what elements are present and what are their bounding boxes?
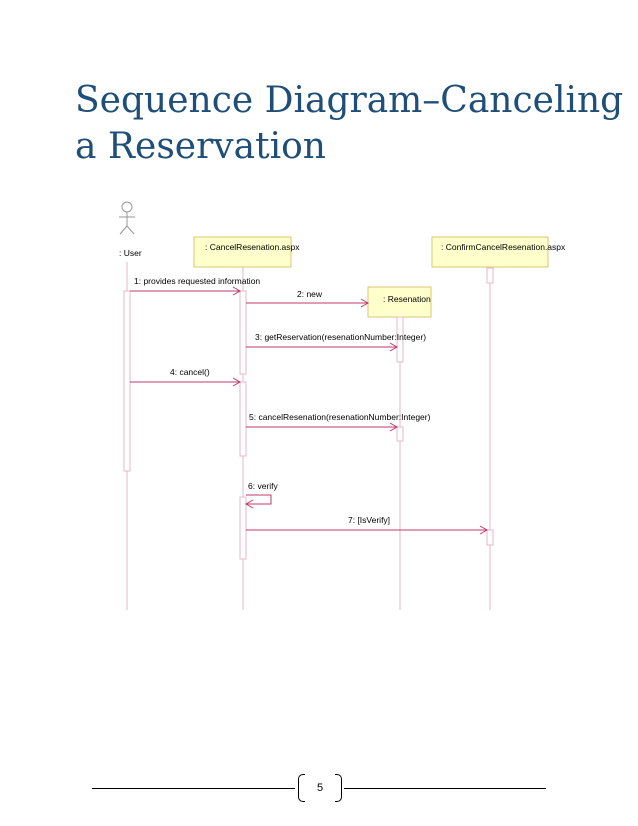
message-3-label: 3: getReservation(resenationNumber:Integer)	[255, 332, 427, 342]
message-7-arrow	[246, 526, 487, 534]
object-cancel-reservation	[194, 237, 300, 267]
user-actor	[119, 202, 135, 234]
activation-confirm-2	[487, 530, 493, 545]
message-7-label: 7: [IsVerify]	[348, 515, 391, 525]
object-confirm-cancel-reservation-label: : ConfirmCancelResenation.aspx	[441, 242, 566, 252]
message-2-arrow	[246, 299, 368, 307]
object-cancel-reservation-label: : CancelResenation.aspx	[205, 242, 300, 252]
stick-figure-icon	[119, 202, 135, 234]
object-reservation-label: : Resenation	[383, 294, 431, 304]
page-title-line-2: a Reservation	[75, 126, 326, 167]
activation-cancel-3	[240, 497, 246, 559]
message-4-label: 4: cancel()	[170, 367, 210, 377]
page-number: 5	[316, 782, 324, 794]
message-2-label: 2: new	[297, 289, 323, 299]
message-4-arrow	[130, 378, 240, 386]
object-reservation	[368, 287, 431, 317]
activation-cancel-2	[240, 382, 246, 456]
activation-cancel-1	[240, 291, 246, 374]
activation-reservation-2	[397, 427, 403, 441]
message-1-label: 1: provides requested information	[134, 276, 261, 286]
message-5-label: 5: cancelResenation(resenationNumber:Integer)	[249, 412, 431, 422]
object-confirm-cancel-reservation	[432, 237, 566, 267]
message-5-arrow	[246, 423, 397, 431]
footer-rule-right	[344, 788, 546, 789]
message-3-arrow	[246, 343, 397, 351]
page-title-line-1: Sequence Diagram–Canceling	[75, 80, 624, 121]
message-1-arrow	[130, 287, 240, 295]
activation-confirm-1	[487, 268, 493, 283]
activation-user	[124, 291, 130, 471]
message-6-self-arrow	[246, 495, 271, 508]
user-actor-label: : User	[119, 248, 142, 258]
message-6-label: 6: verify	[248, 481, 278, 491]
footer-rule-left	[92, 788, 295, 789]
